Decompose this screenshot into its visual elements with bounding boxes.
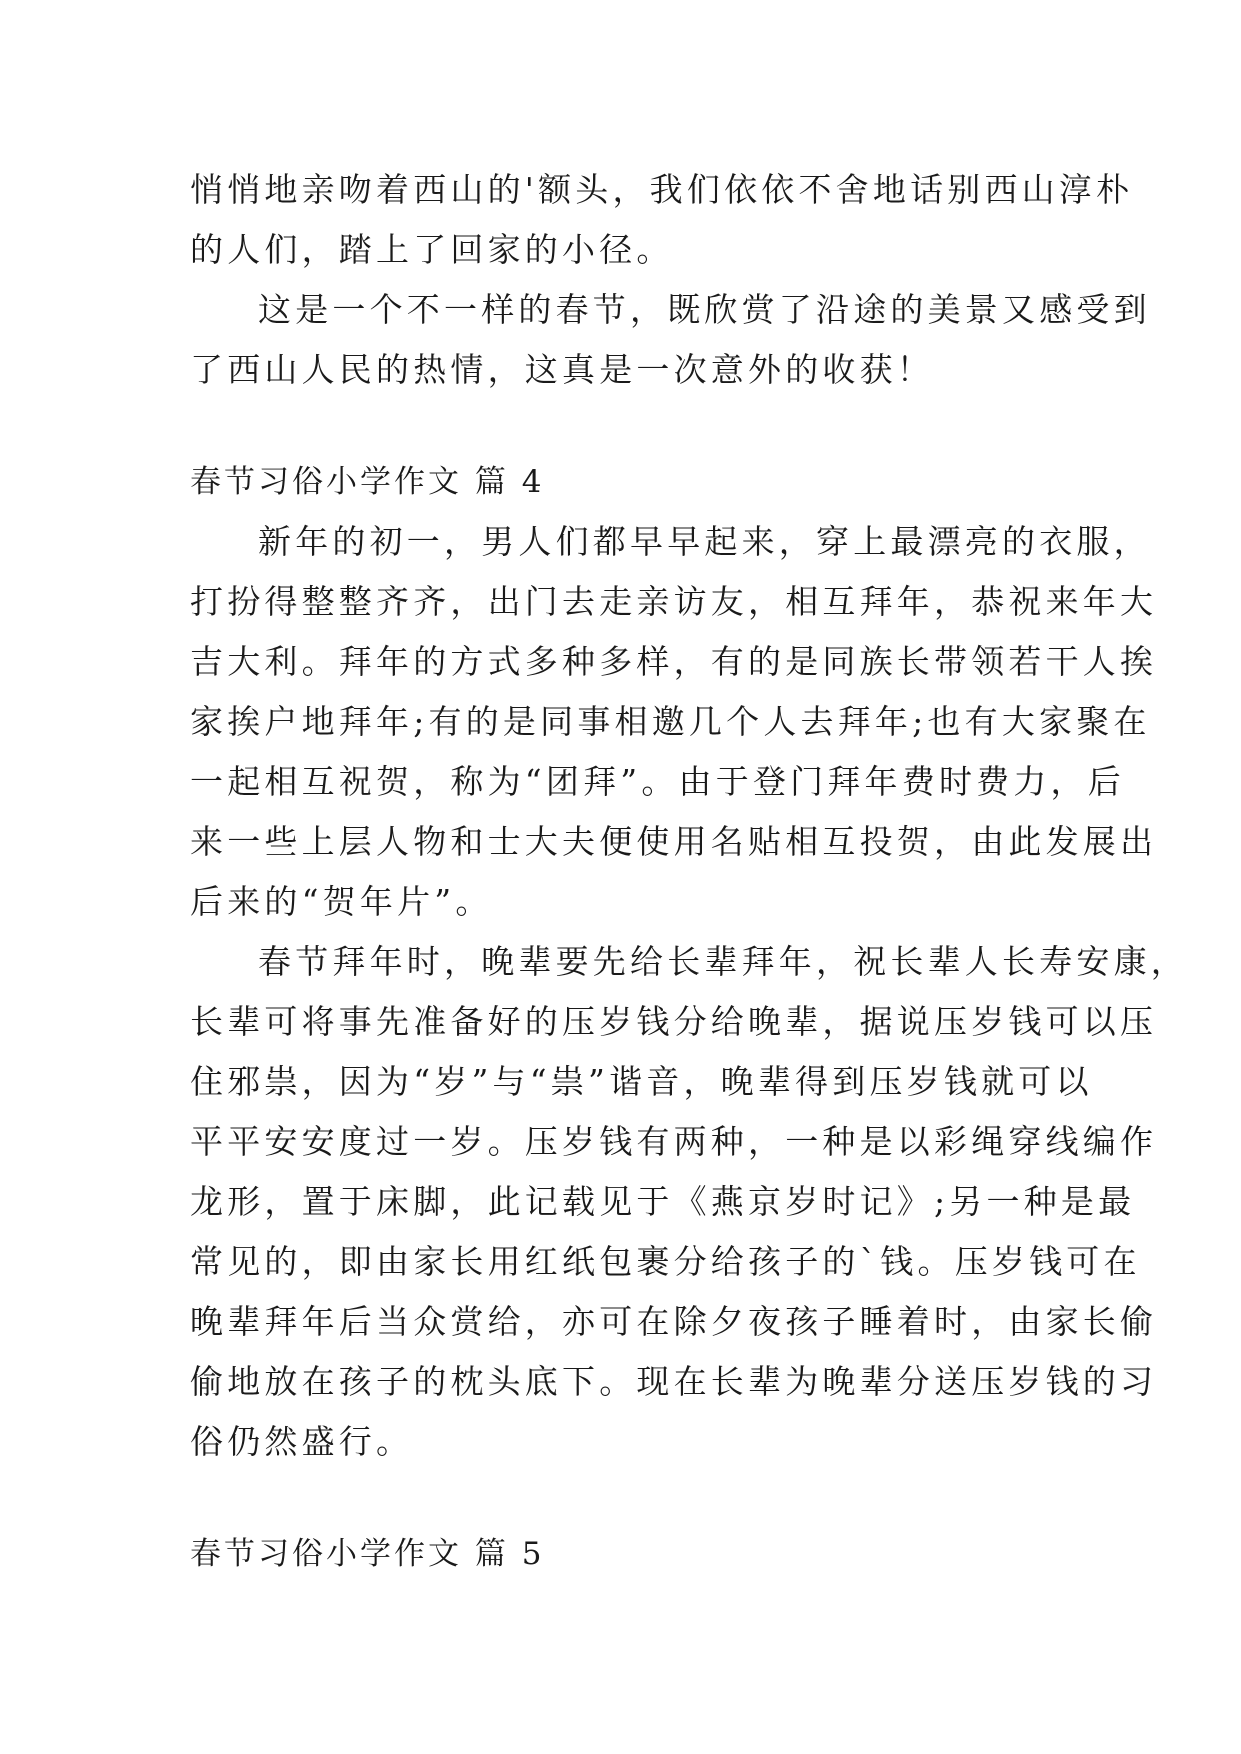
text-line: 俗仍然盛行。 xyxy=(190,1422,414,1461)
section-heading: 春节习俗小学作文 篇 5 xyxy=(190,1536,545,1572)
text-line: 平平安安度过一岁。压岁钱有两种，一种是以彩绳穿线编作 xyxy=(190,1122,1158,1161)
text-line: 晚辈拜年后当众赏给，亦可在除夕夜孩子睡着时，由家长偷 xyxy=(190,1302,1158,1341)
text-line: 住邪祟，因为“岁”与“祟”谐音，晚辈得到压岁钱就可以 xyxy=(190,1062,1093,1101)
text-line: 这是一个不一样的春节，既欣赏了沿途的美景又感受到 xyxy=(258,290,1151,329)
section-gap xyxy=(190,400,1060,452)
text-line: 家挨户地拜年;有的是同事相邀几个人去拜年;也有大家聚在 xyxy=(190,702,1151,741)
text-line: 偷地放在孩子的枕头底下。现在长辈为晚辈分送压岁钱的习 xyxy=(190,1362,1158,1401)
paragraph xyxy=(190,160,1134,280)
text-line: 了西山人民的热情，这真是一次意外的收获！ xyxy=(190,350,934,389)
text-line: 悄悄地亲吻着西山的'额头，我们依依不舍地话别西山淳朴 xyxy=(190,170,1134,209)
text-line: 春节拜年时，晚辈要先给长辈拜年，祝长辈人长寿安康， xyxy=(258,942,1188,981)
paragraph xyxy=(190,280,1151,400)
text-line: 来一些上层人物和士大夫便使用名贴相互投贺，由此发展出 xyxy=(190,822,1158,861)
section-heading: 春节习俗小学作文 篇 4 xyxy=(190,464,545,500)
section-gap xyxy=(190,1472,1060,1524)
text-line: 新年的初一，男人们都早早起来，穿上最漂亮的衣服， xyxy=(258,522,1151,561)
text-line: 一起相互祝贺，称为“团拜”。由于登门拜年费时费力，后 xyxy=(190,762,1125,801)
text-line: 打扮得整整齐齐，出门去走亲访友，相互拜年，恭祝来年大 xyxy=(190,582,1158,621)
text-line: 常见的，即由家长用红纸包裹分给孩子的`钱。压岁钱可在 xyxy=(190,1242,1141,1281)
document-body xyxy=(190,160,1188,1584)
text-line: 长辈可将事先准备好的压岁钱分给晚辈，据说压岁钱可以压 xyxy=(190,1002,1158,1041)
paragraph xyxy=(190,512,1158,932)
paragraph xyxy=(190,932,1188,1472)
text-line: 吉大利。拜年的方式多种多样，有的是同族长带领若干人挨 xyxy=(190,642,1158,681)
text-line: 龙形，置于床脚，此记载见于《燕京岁时记》;另一种是最 xyxy=(190,1182,1136,1221)
text-line: 后来的“贺年片”。 xyxy=(190,882,493,921)
text-line: 的人们，踏上了回家的小径。 xyxy=(190,230,674,269)
